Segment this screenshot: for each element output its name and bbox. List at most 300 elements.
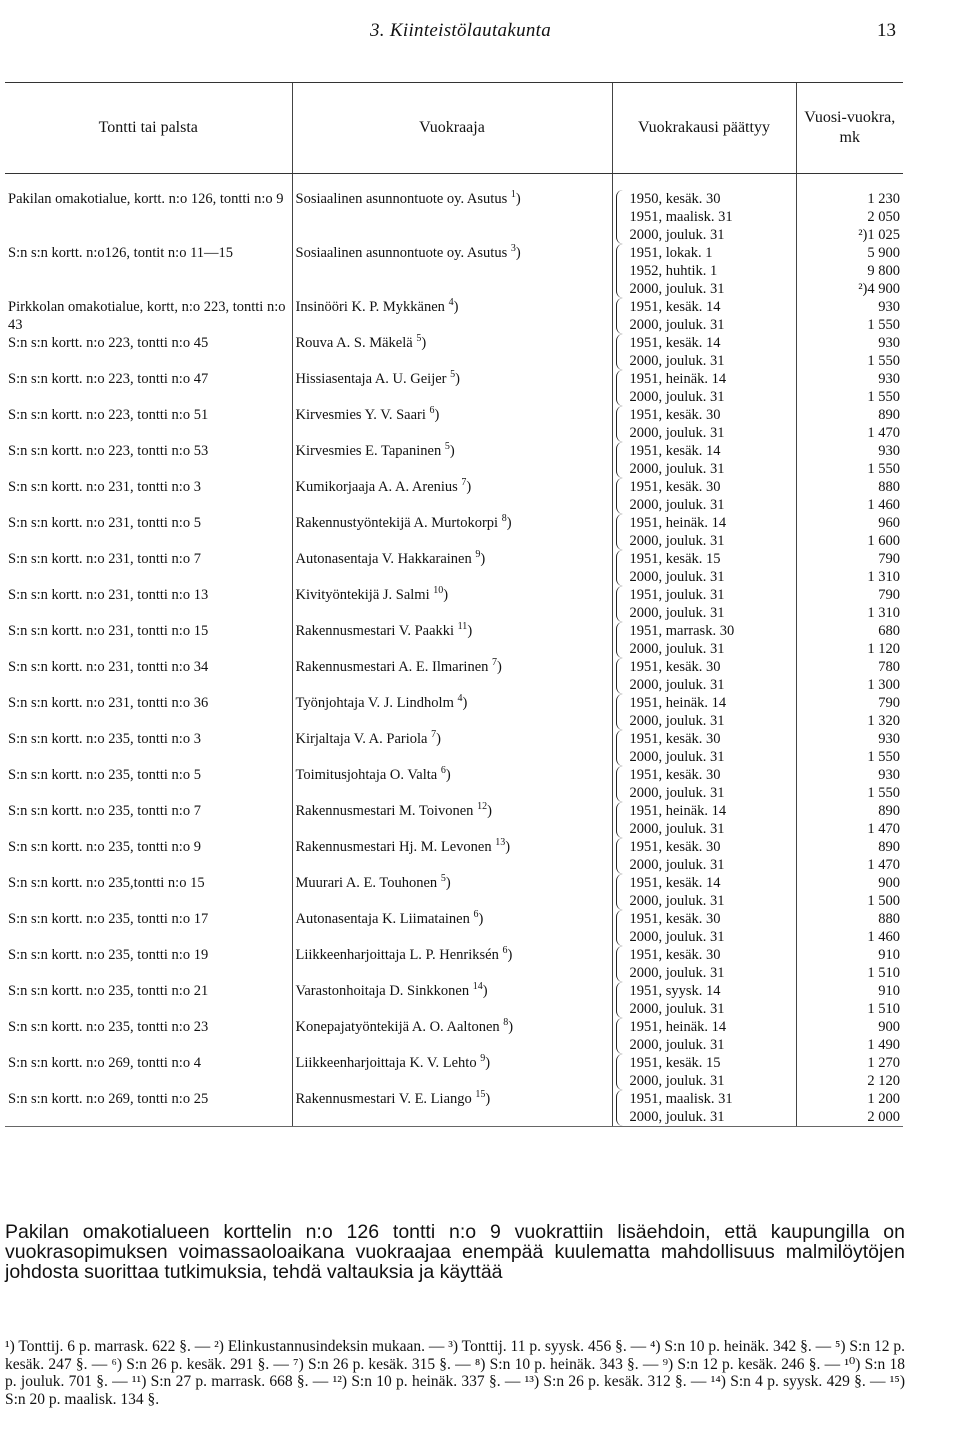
term-ends-cell	[612, 586, 796, 622]
term-date: 1951, heinäk. 14	[629, 1019, 727, 1035]
footnote-ref: 10	[433, 585, 444, 597]
tenant-name: Kirvesmies E. Tapaninen	[295, 443, 442, 459]
table-row	[5, 982, 903, 1018]
rent-value: 1 500	[867, 893, 900, 909]
footnote-ref: 14	[472, 981, 483, 993]
rent-value: 900	[878, 875, 900, 891]
term-date: 1951, kesäk. 30	[629, 839, 721, 855]
plot-cell: S:n s:n kortt. n:o 231, tontti n:o 13	[8, 587, 209, 603]
annual-rent-cell	[796, 174, 903, 245]
brace-mark	[616, 766, 627, 802]
annual-rent-cell	[796, 802, 903, 838]
table-row	[5, 766, 903, 802]
term-date: 2000, jouluk. 31	[629, 713, 725, 729]
plot-cell: S:n s:n kortt. n:o 223, tontti n:o 47	[8, 371, 209, 387]
term-ends-cell	[612, 874, 796, 910]
term-ends-cell	[612, 1018, 796, 1054]
term-ends-cell	[612, 766, 796, 802]
rent-value: 1 550	[867, 749, 900, 765]
term-ends-cell	[612, 658, 796, 694]
rent-value: ²)4 900	[858, 281, 900, 297]
tenant-name: Varastonhoitaja D. Sinkkonen	[295, 983, 470, 999]
rent-value: 1 510	[867, 1001, 900, 1017]
brace-mark	[616, 694, 627, 730]
plot-cell: S:n s:n kortt. n:o 235, tontti n:o 7	[8, 803, 201, 819]
annual-rent-cell	[796, 730, 903, 766]
body-paragraph	[5, 1222, 905, 1282]
table-row	[5, 442, 903, 478]
plot-cell: S:n s:n kortt. n:o 235, tontti n:o 5	[8, 767, 201, 783]
footnote-ref-paren: )	[467, 623, 473, 639]
brace-mark	[616, 406, 627, 442]
brace-mark	[616, 946, 627, 982]
annual-rent-cell	[796, 694, 903, 730]
rent-value: 790	[878, 587, 900, 603]
brace-mark	[616, 622, 627, 658]
annual-rent-cell	[796, 406, 903, 442]
term-date: 1951, jouluk. 31	[629, 587, 725, 603]
term-ends-cell	[612, 442, 796, 478]
tenant-name: Konepajatyöntekijä A. O. Aaltonen	[295, 1019, 500, 1035]
footnote-ref: 9	[480, 1053, 486, 1065]
footnote-ref-paren: )	[485, 1055, 491, 1071]
column-header-annual-rent: Vuosi-vuokra, mk	[796, 83, 903, 174]
term-date: 2000, jouluk. 31	[629, 281, 725, 297]
footnote-ref-paren: )	[508, 1019, 514, 1035]
rent-value: 1 510	[867, 965, 900, 981]
term-ends-cell	[612, 478, 796, 514]
rent-value: 2 000	[867, 1109, 900, 1125]
body-text: Pakilan omakotialueen korttelin n:o 126 tontti n:o 9 vuokrattiin lisäehdoin, että kaupungilla on vuokrasopimuksen voimassaoloaikana vuokraajaa enempää kuulematta mahdollisuus malmilöytöjen johdosta suorittaa tutkimuksia, tehdä valtauksia ja käyttää	[5, 1221, 905, 1283]
rent-value: 890	[878, 803, 900, 819]
tenant-name: Rakennusmestari A. E. Ilmarinen	[295, 659, 489, 675]
tenant-cell	[292, 174, 612, 245]
tenant-cell	[292, 730, 612, 766]
plot-cell: S:n s:n kortt. n:o 235, tontti n:o 21	[8, 983, 209, 999]
term-date: 2000, jouluk. 31	[629, 605, 725, 621]
brace-mark	[616, 910, 627, 946]
annual-rent-cell	[796, 838, 903, 874]
term-date: 1951, kesäk. 30	[629, 479, 721, 495]
footnote-ref: 11	[457, 621, 468, 633]
plot-cell: S:n s:n kortt. n:o 235, tontti n:o 3	[8, 731, 201, 747]
annual-rent-cell	[796, 766, 903, 802]
rent-value: 1 200	[867, 1091, 900, 1107]
brace-mark	[616, 874, 627, 910]
term-date: 2000, jouluk. 31	[629, 227, 725, 243]
term-date: 1951, syysk. 14	[629, 983, 721, 999]
footnote-ref-paren: )	[482, 983, 488, 999]
term-date: 2000, jouluk. 31	[629, 1037, 725, 1053]
annual-rent-cell	[796, 442, 903, 478]
brace-mark	[616, 478, 627, 514]
term-date: 1951, kesäk. 14	[629, 443, 721, 459]
table-header-row	[5, 83, 903, 174]
brace-mark	[616, 982, 627, 1018]
page-number: 13	[877, 20, 896, 41]
rent-value: 1 460	[867, 929, 900, 945]
tenant-name: Kirvesmies Y. V. Saari	[295, 407, 426, 423]
term-ends-cell	[612, 730, 796, 766]
term-date: 2000, jouluk. 31	[629, 497, 725, 513]
tenant-name: Rakennusmestari Hj. M. Levonen	[295, 839, 492, 855]
brace-mark	[616, 442, 627, 478]
plot-cell: S:n s:n kortt. n:o 223, tontti n:o 53	[8, 443, 209, 459]
tenant-name: Sosiaalinen asunnontuote oy. Asutus	[295, 191, 508, 207]
brace-mark	[616, 730, 627, 766]
term-ends-cell	[612, 244, 796, 298]
tenant-name: Rakennusmestari M. Toivonen	[295, 803, 474, 819]
tenant-cell	[292, 298, 612, 334]
annual-rent-cell	[796, 586, 903, 622]
plot-cell: S:n s:n kortt. n:o 231, tontti n:o 5	[8, 515, 201, 531]
rent-value: 2 050	[867, 209, 900, 225]
table-row	[5, 694, 903, 730]
tenant-name: Hissiasentaja A. U. Geijer	[295, 371, 447, 387]
plot-cell: S:n s:n kortt. n:o 235, tontti n:o 17	[8, 911, 209, 927]
rent-value: 1 550	[867, 317, 900, 333]
table-row	[5, 370, 903, 406]
rent-value: 890	[878, 839, 900, 855]
term-date: 1951, heinäk. 14	[629, 803, 727, 819]
annual-rent-cell	[796, 1018, 903, 1054]
rent-value: 1 470	[867, 857, 900, 873]
term-date: 2000, jouluk. 31	[629, 389, 725, 405]
rent-value: 1 470	[867, 821, 900, 837]
tenant-name: Sosiaalinen asunnontuote oy. Asutus	[295, 245, 508, 261]
footnote-ref-paren: )	[421, 335, 427, 351]
term-date: 2000, jouluk. 31	[629, 749, 725, 765]
footnote-ref: 7	[461, 477, 467, 489]
plot-cell: S:n s:n kortt. n:o 231, tontti n:o 36	[8, 695, 209, 711]
footnote-ref-paren: )	[515, 191, 521, 207]
annual-rent-cell	[796, 946, 903, 982]
footnote-ref-paren: )	[507, 947, 513, 963]
table-row	[5, 910, 903, 946]
plot-cell: S:n s:n kortt. n:o 235, tontti n:o 19	[8, 947, 209, 963]
table-row	[5, 1090, 903, 1127]
tenant-name: Autonasentaja K. Liimatainen	[295, 911, 470, 927]
footnote-ref-paren: )	[515, 245, 521, 261]
tenant-cell	[292, 1054, 612, 1090]
annual-rent-cell	[796, 334, 903, 370]
table-row	[5, 174, 903, 245]
rent-value: 930	[878, 371, 900, 387]
rent-value: 930	[878, 443, 900, 459]
term-date: 2000, jouluk. 31	[629, 569, 725, 585]
footnote-text: ¹) Tonttij. 6 p. marrask. 622 §. — ²) Elinkustannusindeksin mukaan. — ³) Tonttij. 11 p. syysk. 456 §. — ⁴) S:n 10 p. heinäk. 342 §. — ⁵) S:n 12 p. kesäk. 247 §. — ⁶) S:n 26 p. kesäk. 291 §. — ⁷) S:n 26 p. kesäk. 315 §. — ⁸) S:n 10 p. heinäk. 343 §. — ⁹) S:n 12 p. kesäk. 246 §. — ¹⁰) S:n 18 p. jouluk. 701 §. — ¹¹) S:n 27 p. marrask. 668 §. — ¹²) S:n 10 p. heinäk. 337 §. — ¹³) S:n 26 p. kesäk. 312 §. — ¹⁴) S:n 4 p. syysk. 429 §. — ¹⁵) S:n 20 p. maalisk. 134 §.	[5, 1338, 905, 1408]
term-date: 2000, jouluk. 31	[629, 533, 725, 549]
footnote-ref-paren: )	[443, 587, 449, 603]
table-row	[5, 1054, 903, 1090]
column-header-term-ends: Vuokrakausi päättyy	[612, 83, 796, 174]
table-row	[5, 838, 903, 874]
footnote-ref-paren: )	[505, 839, 511, 855]
brace-mark	[616, 514, 627, 550]
table-row	[5, 730, 903, 766]
annual-rent-cell	[796, 478, 903, 514]
annual-rent-cell	[796, 982, 903, 1018]
footnote-ref-paren: )	[466, 479, 472, 495]
plot-cell: S:n s:n kortt. n:o 223, tontti n:o 45	[8, 335, 209, 351]
rent-value: 930	[878, 299, 900, 315]
footnote-ref: 6	[502, 945, 508, 957]
rent-value: 1 490	[867, 1037, 900, 1053]
footnote-ref-paren: )	[455, 371, 460, 387]
term-date: 1950, kesäk. 30	[629, 191, 721, 207]
term-date: 2000, jouluk. 31	[629, 821, 725, 837]
term-date: 1951, kesäk. 15	[629, 1055, 721, 1071]
rent-value: 1 230	[867, 191, 900, 207]
term-date: 2000, jouluk. 31	[629, 1073, 725, 1089]
term-date: 1951, maalisk. 31	[629, 209, 733, 225]
column-header-plot: Tontti tai palsta	[5, 83, 292, 174]
footnote-ref-paren: )	[497, 659, 502, 675]
brace-mark	[616, 370, 627, 406]
tenant-cell	[292, 1018, 612, 1054]
rent-value: 880	[878, 911, 900, 927]
term-date: 2000, jouluk. 31	[629, 461, 725, 477]
footnote-ref-paren: )	[434, 407, 440, 423]
term-date: 1951, kesäk. 30	[629, 767, 721, 783]
annual-rent-cell	[796, 244, 903, 298]
term-ends-cell	[612, 694, 796, 730]
term-ends-cell	[612, 946, 796, 982]
footnote-ref: 7	[492, 657, 498, 669]
term-date: 2000, jouluk. 31	[629, 785, 725, 801]
rent-value: 1 550	[867, 353, 900, 369]
term-ends-cell	[612, 298, 796, 334]
footnote-ref-paren: )	[478, 911, 484, 927]
tenant-name: Työnjohtaja V. J. Lindholm	[295, 695, 454, 711]
tenant-name: Autonasentaja V. Hakkarainen	[295, 551, 472, 567]
brace-mark	[616, 802, 627, 838]
rent-value: 910	[878, 983, 900, 999]
rent-value: 780	[878, 659, 900, 675]
table-row	[5, 244, 903, 298]
table-row	[5, 658, 903, 694]
plot-cell: S:n s:n kortt. n:o 231, tontti n:o 7	[8, 551, 201, 567]
footnote-ref: 8	[503, 1017, 509, 1029]
tenant-cell	[292, 370, 612, 406]
brace-mark	[616, 190, 627, 244]
tenant-cell	[292, 694, 612, 730]
annual-rent-cell	[796, 910, 903, 946]
brace-mark	[616, 586, 627, 622]
tenant-cell	[292, 874, 612, 910]
rent-value: 5 900	[867, 245, 900, 261]
table-row	[5, 622, 903, 658]
tenant-cell	[292, 244, 612, 298]
tenant-name: Muurari A. E. Touhonen	[295, 875, 438, 891]
tenant-cell	[292, 550, 612, 586]
plot-cell: S:n s:n kortt. n:o 235, tontti n:o 23	[8, 1019, 209, 1035]
tenant-name: Rakennusmestari V. Paakki	[295, 623, 455, 639]
brace-mark	[616, 550, 627, 586]
term-ends-cell	[612, 1090, 796, 1127]
brace-mark	[616, 1018, 627, 1054]
tenant-name: Kirjaltaja V. A. Pariola	[295, 731, 428, 747]
brace-mark	[616, 334, 627, 370]
table-row	[5, 514, 903, 550]
footnote-ref-paren: )	[487, 803, 492, 819]
tenant-cell	[292, 802, 612, 838]
tenant-cell	[292, 334, 612, 370]
plot-cell: S:n s:n kortt. n:o 235,tontti n:o 15	[8, 875, 205, 891]
footnote-ref-paren: )	[462, 695, 468, 711]
footnote-ref-paren: )	[449, 443, 455, 459]
plot-cell: S:n s:n kortt. n:o 231, tontti n:o 34	[8, 659, 209, 675]
page-header	[0, 18, 960, 48]
annual-rent-cell	[796, 1090, 903, 1127]
footnote-ref: 7	[431, 729, 437, 741]
brace-mark	[616, 1090, 627, 1126]
rent-value: 930	[878, 767, 900, 783]
footnote-ref: 15	[475, 1089, 486, 1101]
rent-value: 9 800	[867, 263, 900, 279]
footnote-ref: 1	[510, 189, 516, 201]
brace-mark	[616, 1054, 627, 1090]
plot-cell: Pakilan omakotialue, kortt. n:o 126, tontti n:o 9	[8, 191, 284, 207]
plot-cell: S:n s:n kortt. n:o 235, tontti n:o 9	[8, 839, 201, 855]
term-date: 2000, jouluk. 31	[629, 677, 725, 693]
tenant-cell	[292, 910, 612, 946]
footnote-ref-paren: )	[436, 731, 441, 747]
annual-rent-cell	[796, 1054, 903, 1090]
footnote-ref-paren: )	[445, 875, 451, 891]
tenant-name: Rakennustyöntekijä A. Murtokorpi	[295, 515, 499, 531]
footnote-ref: 4	[448, 297, 454, 309]
annual-rent-cell	[796, 370, 903, 406]
lease-table	[5, 82, 903, 1127]
term-ends-cell	[612, 622, 796, 658]
tenant-name: Liikkeenharjoittaja L. P. Henriksén	[295, 947, 499, 963]
term-date: 2000, jouluk. 31	[629, 425, 725, 441]
footnote-ref: 8	[501, 513, 507, 525]
plot-cell: S:n s:n kortt. n:o 231, tontti n:o 15	[8, 623, 209, 639]
tenant-cell	[292, 442, 612, 478]
rent-value: 1 270	[867, 1055, 900, 1071]
tenant-cell	[292, 982, 612, 1018]
tenant-name: Toimitusjohtaja O. Valta	[295, 767, 438, 783]
rent-value: 1 120	[867, 641, 900, 657]
plot-cell: Pirkkolan omakotialue, kortt, n:o 223, tontti n:o 43	[8, 299, 286, 333]
rent-value: 2 120	[867, 1073, 900, 1089]
plot-cell: S:n s:n kortt. n:o 223, tontti n:o 51	[8, 407, 209, 423]
footnote-ref: 6	[440, 765, 446, 777]
annual-rent-cell	[796, 550, 903, 586]
plot-cell: S:n s:n kortt. n:o126, tontit n:o 11—15	[8, 245, 234, 261]
plot-cell: S:n s:n kortt. n:o 269, tontti n:o 25	[5, 1090, 292, 1127]
footnote-ref: 3	[510, 243, 516, 255]
term-date: 2000, jouluk. 31	[629, 1001, 725, 1017]
tenant-cell	[292, 406, 612, 442]
term-date: 1951, kesäk. 15	[629, 551, 721, 567]
tenant-name: Rakennusmestari V. E. Liango	[295, 1091, 472, 1107]
footnote-ref: 5	[450, 369, 456, 381]
tenant-cell	[292, 622, 612, 658]
tenant-name: Liikkeenharjoittaja K. V. Lehto	[295, 1055, 477, 1071]
tenant-cell	[292, 586, 612, 622]
table-row	[5, 298, 903, 334]
tenant-cell	[292, 514, 612, 550]
rent-value: 1 300	[867, 677, 900, 693]
term-date: 1951, kesäk. 30	[629, 659, 721, 675]
term-date: 2000, jouluk. 31	[629, 893, 725, 909]
tenant-cell	[292, 478, 612, 514]
brace-mark	[616, 298, 627, 334]
term-date: 2000, jouluk. 31	[629, 965, 725, 981]
term-ends-cell	[612, 334, 796, 370]
term-ends-cell	[612, 1054, 796, 1090]
rent-value: 1 550	[867, 461, 900, 477]
term-date: 1951, kesäk. 30	[629, 731, 721, 747]
annual-rent-cell	[796, 298, 903, 334]
footnote-ref: 13	[495, 837, 506, 849]
term-ends-cell	[612, 370, 796, 406]
footnote-ref: 12	[477, 801, 488, 813]
term-ends-cell	[612, 550, 796, 586]
rent-value: 1 550	[867, 785, 900, 801]
term-date: 1951, kesäk. 30	[629, 407, 721, 423]
footnote-ref: 6	[429, 405, 435, 417]
rent-value: 1 600	[867, 533, 900, 549]
tenant-name: Kivityöntekijä J. Salmi	[295, 587, 430, 603]
tenant-cell	[292, 658, 612, 694]
rent-value: 790	[878, 695, 900, 711]
term-ends-cell	[612, 802, 796, 838]
rent-value: 1 460	[867, 497, 900, 513]
tenant-name: Rouva A. S. Mäkelä	[295, 335, 413, 351]
annual-rent-cell	[796, 658, 903, 694]
term-date: 1951, heinäk. 14	[629, 515, 727, 531]
footnote-ref: 5	[416, 333, 422, 345]
term-ends-cell	[612, 174, 796, 245]
footnote-ref: 5	[444, 441, 450, 453]
footnote-ref-paren: )	[480, 551, 486, 567]
term-date: 1951, marrask. 30	[629, 623, 735, 639]
rent-value: 1 310	[867, 569, 900, 585]
term-date: 1951, lokak. 1	[629, 245, 713, 261]
rent-value: 960	[878, 515, 900, 531]
footnote-ref: 6	[473, 909, 479, 921]
footnote-ref: 5	[440, 873, 446, 885]
term-date: 1951, heinäk. 14	[629, 371, 727, 387]
table-row	[5, 874, 903, 910]
annual-rent-cell	[796, 622, 903, 658]
term-ends-cell	[612, 406, 796, 442]
annual-rent-cell	[796, 874, 903, 910]
footnote-ref: 9	[475, 549, 481, 561]
term-date: 1951, kesäk. 30	[629, 947, 721, 963]
term-ends-cell	[612, 514, 796, 550]
term-ends-cell	[612, 982, 796, 1018]
column-header-tenant: Vuokraaja	[292, 83, 612, 174]
table-row	[5, 478, 903, 514]
term-date: 2000, jouluk. 31	[629, 1109, 725, 1125]
section-title: 3. Kiinteistölautakunta	[370, 20, 552, 41]
term-date: 2000, jouluk. 31	[629, 317, 725, 333]
term-date: 1951, kesäk. 30	[629, 911, 721, 927]
brace-mark	[616, 838, 627, 874]
rent-value: 1 310	[867, 605, 900, 621]
term-date: 1951, kesäk. 14	[629, 299, 721, 315]
rent-value: 910	[878, 947, 900, 963]
footnote-ref-paren: )	[485, 1091, 491, 1107]
table-row	[5, 406, 903, 442]
rent-value: 930	[878, 335, 900, 351]
term-ends-cell	[612, 910, 796, 946]
